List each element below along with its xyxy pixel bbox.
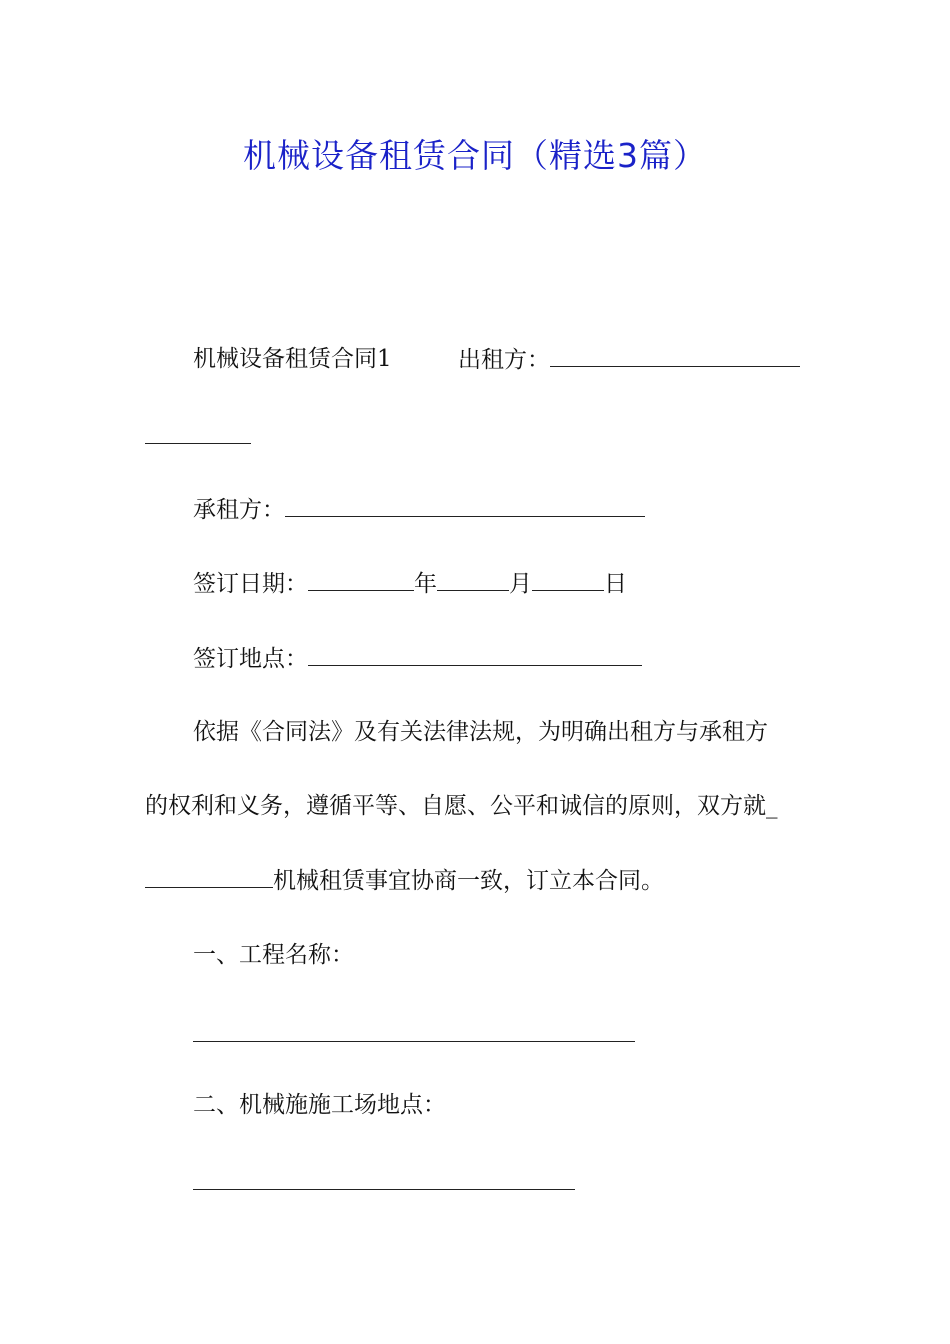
day-blank[interactable]: [532, 568, 604, 591]
month-blank[interactable]: [437, 568, 509, 591]
machine-name-blank[interactable]: [145, 865, 273, 888]
para1-line3: 机械租赁事宜协商一致，订立本合同。: [273, 868, 664, 894]
sign-date-line: [193, 568, 627, 599]
section1-heading: 一、工程名称：: [193, 942, 354, 968]
day-label: 日: [604, 571, 627, 597]
lessor-label: 出租方：: [458, 347, 550, 373]
month-label: 月: [509, 571, 532, 597]
section2-heading: 二、机械施施工场地点：: [193, 1092, 446, 1118]
lessee-label: 承租方：: [193, 497, 285, 523]
contract-heading: 机械设备租赁合同1: [193, 346, 392, 372]
para1-line2: 的权利和义务，遵循平等、自愿、公平和诚信的原则，双方就_: [145, 793, 778, 819]
site-location-blank[interactable]: [193, 1188, 575, 1190]
sign-date-label: 签订日期：: [193, 571, 308, 597]
sign-place-blank[interactable]: [308, 643, 642, 666]
lessor-blank-continued[interactable]: [145, 442, 251, 444]
sign-place-line: [193, 643, 642, 674]
sign-place-label: 签订地点：: [193, 646, 308, 672]
para1-line1: 依据《合同法》及有关法律法规，为明确出租方与承租方: [193, 719, 768, 745]
year-label: 年: [414, 571, 437, 597]
project-name-blank[interactable]: [193, 1040, 635, 1042]
lessee-blank[interactable]: [285, 494, 645, 517]
para1-line3-wrap: [145, 865, 664, 896]
lessee-line: [193, 494, 645, 525]
lessor-blank[interactable]: [550, 344, 800, 367]
lessor-line: [458, 344, 800, 375]
document-title: 机械设备租赁合同（精选3篇）: [243, 136, 707, 175]
contract-heading-line: [193, 344, 392, 374]
year-blank[interactable]: [308, 568, 414, 591]
